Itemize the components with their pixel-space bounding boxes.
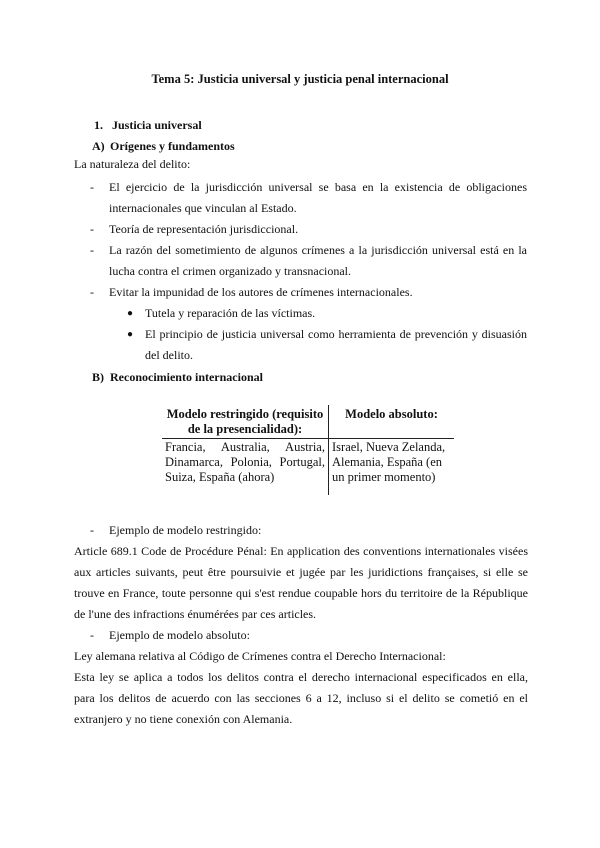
subsection-title: Orígenes y fundamentos	[110, 139, 235, 153]
table-header-absoluto: Modelo absoluto:	[329, 405, 455, 439]
models-table	[162, 405, 454, 495]
subsection-heading-b	[92, 370, 263, 385]
naturaleza-label: La naturaleza del delito:	[74, 157, 191, 171]
bullet-dot-icon: ●	[127, 308, 134, 319]
bullet-dot-icon: ●	[127, 329, 134, 340]
table-header-row	[162, 405, 454, 439]
document-page: Tema 5: Justicia universal y justicia penal internacional 1. Justicia universal A) Orígenes y fundamentos La naturaleza del delito: - El ejercicio de la jurisdicción universal se basa en la existencia de obligaciones internacionales que vinculan al Estado. - Teoría de representación jurisdiccional. - La razón del sometimiento de algunos crímenes a la jurisdicción universal está en la lucha contra el crimen organizado y transnacional. - Evitar la impunidad de los autores de crímenes internacionales. ● Tutela y reparación de las víctimas. ● El principio de justicia universal como herramienta de prevención y disuasión del delito. B) Reconocimiento internacional Modelo restringido (requisito de la presencialidad): Modelo absoluto: Francia, Australia, Austria, Dinamarca, Polonia, Portugal, Suiza, España (ahora) Israel, Nueva Zelanda, Alemania, España (en un primer momento) - Ejemplo de modelo restringido: Article 689.1 Code de Procédure Pénal: En application des conventions internationales visées aux articles suivants, peut être poursuivie et jugée par les juridictions françaises, si elle se trouve en France, toute personne qui s'est rendue coupable hors du territoire de la République de l'une des infractions énumérées par ces articles. - Ejemplo de modelo absoluto: Ley alemana relativa al Código de Crímenes contra el Derecho Internacional: Esta ley se aplica a todos los delitos contra el derecho internacional especificados en ella, para los delitos de acuerdo con las secciones 6 a 12, incluso si el delito se cometió en el extranjero y no tiene conexión con Alemania.	[0, 0, 600, 848]
table-cell-restringido: Francia, Australia, Austria, Dinamarca, Polonia, Portugal, Suiza, España (ahora)	[162, 439, 329, 496]
subsection-letter: B)	[92, 370, 104, 384]
ley-label: Ley alemana relativa al Código de Crímenes contra el Derecho Internacional:	[74, 649, 446, 663]
subsection-title: Reconocimiento internacional	[110, 370, 263, 384]
subsection-heading-a	[92, 139, 235, 154]
section-number: 1.	[94, 118, 103, 132]
subsection-letter: A)	[92, 139, 105, 153]
article-paragraph: Article 689.1 Code de Procédure Pénal: En application des conventions internationales visées aux articles suivants, peut être poursuivie et jugée par les juridictions françaises, si elle se trouve en France, toute personne qui s'est rendue coupable hors du territoire de la République de l'une des infractions énumérées par ces articles.	[74, 544, 528, 621]
section-title: Justicia universal	[112, 118, 202, 132]
table-cell-absoluto: Israel, Nueva Zelanda, Alemania, España (en un primer momento)	[332, 440, 446, 484]
ley-paragraph: Esta ley se aplica a todos los delitos contra el derecho internacional especificados en ella, para los delitos de acuerdo con las secciones 6 a 12, incluso si el delito se cometió en el extranjero y no tiene conexión con Alemania.	[74, 670, 528, 726]
table-header-restringido: Modelo restringido (requisito de la presencialidad):	[162, 405, 329, 439]
document-title: Tema 5: Justicia universal y justicia penal internacional	[151, 72, 449, 86]
table-row	[162, 439, 454, 496]
section-heading-1	[94, 118, 202, 133]
